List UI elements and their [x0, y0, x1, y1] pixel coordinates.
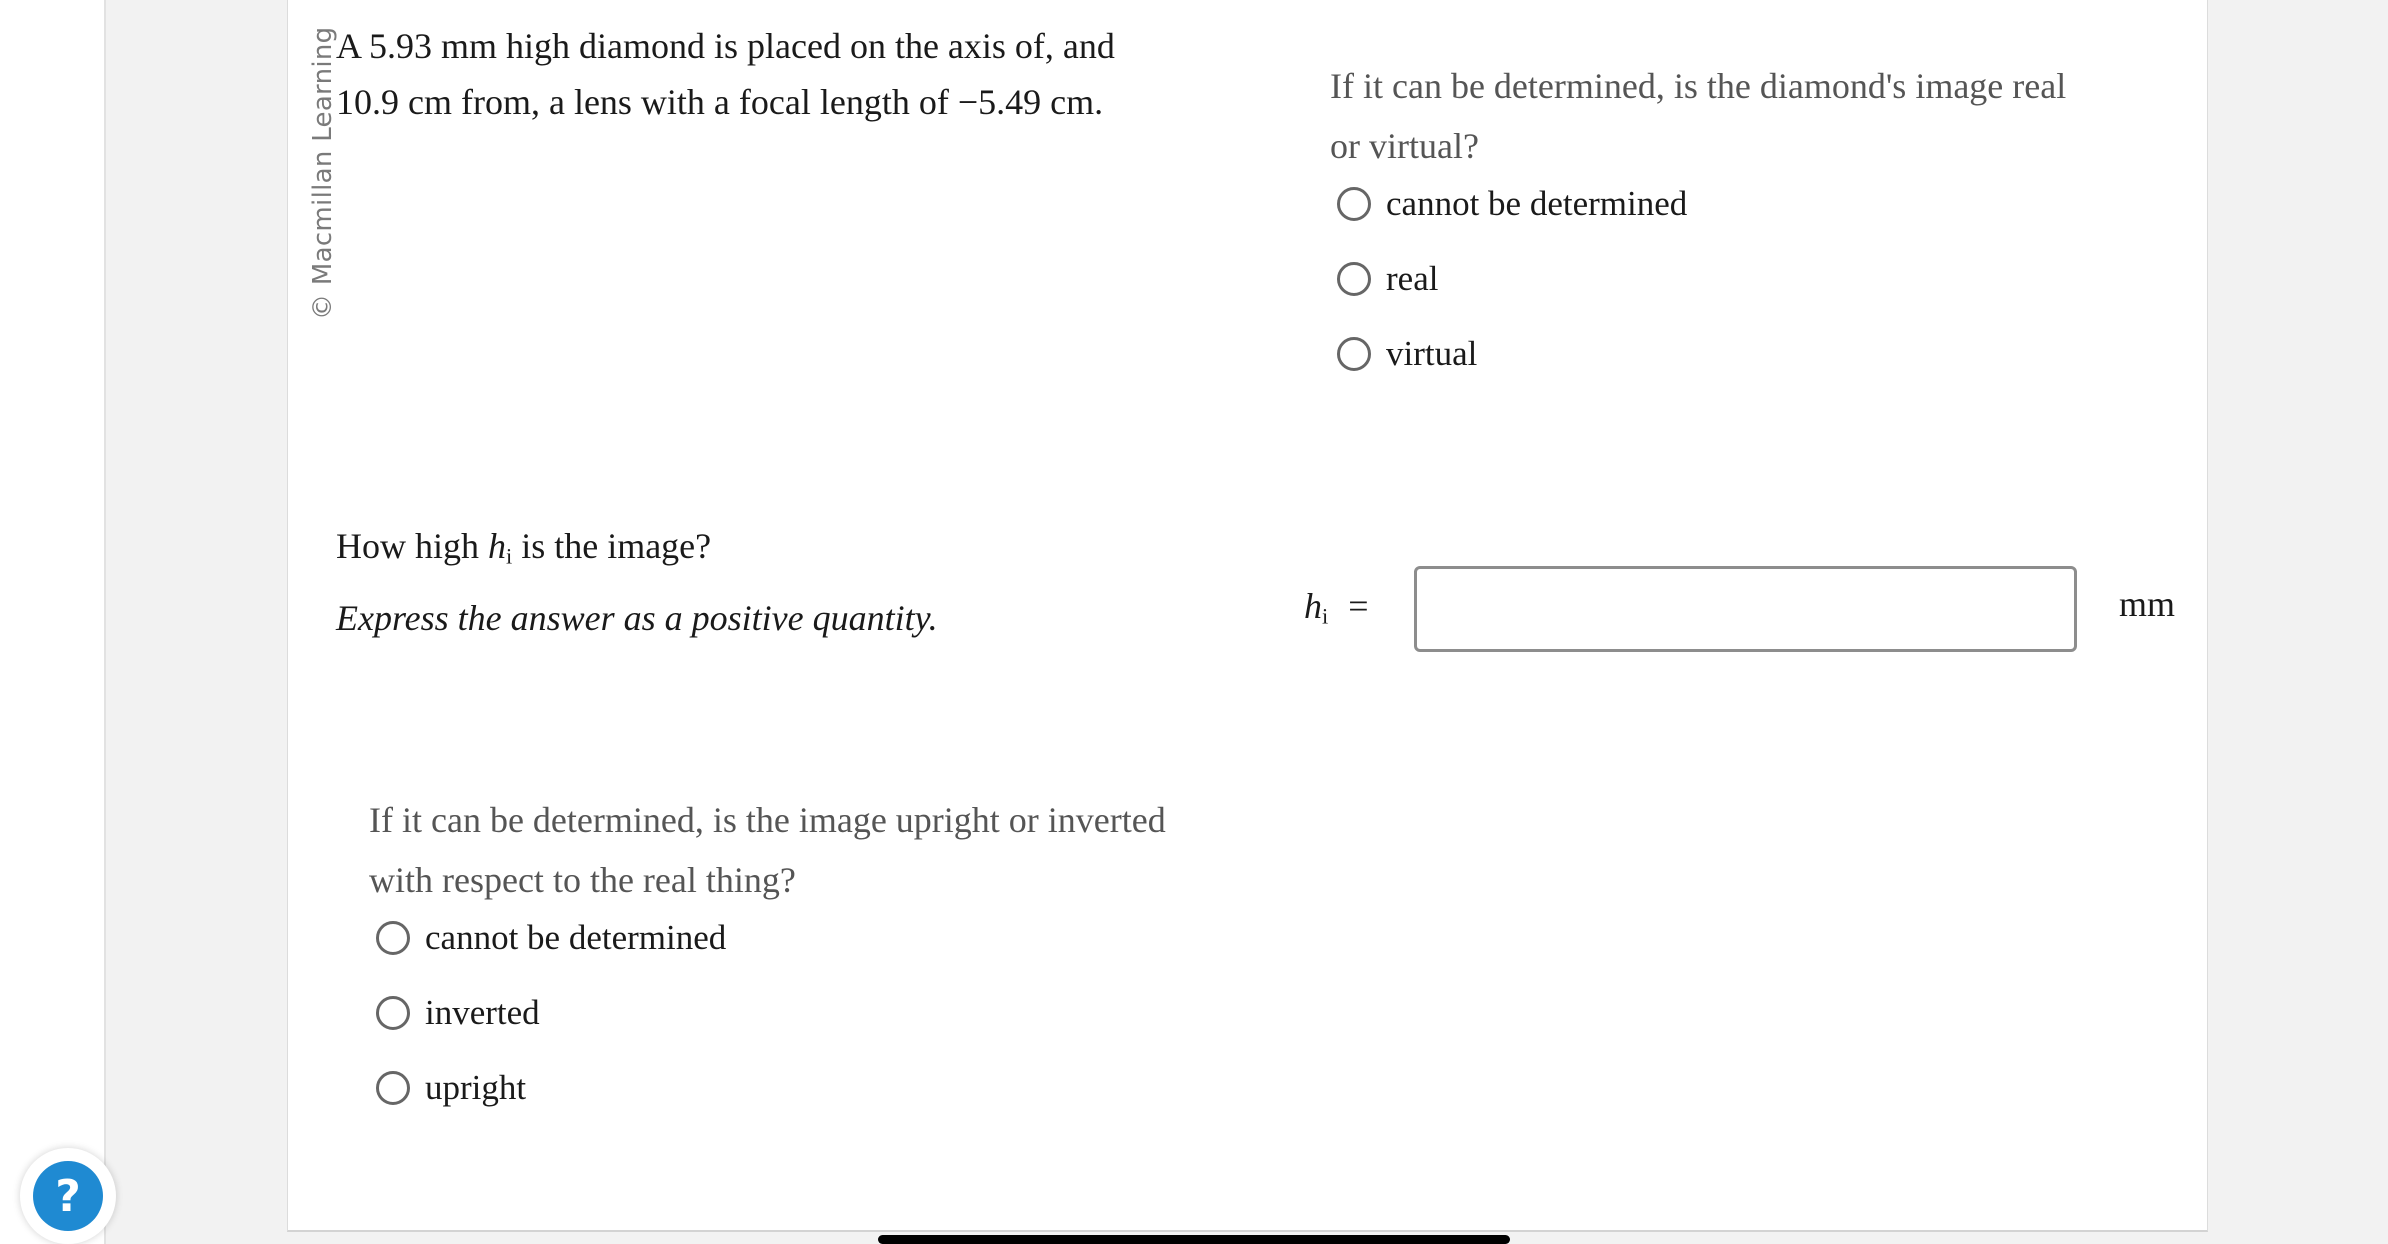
equals-sign: = — [1348, 586, 1369, 626]
radio-button[interactable] — [376, 921, 410, 955]
height-question-pre: How high — [336, 526, 488, 566]
radio-button[interactable] — [376, 1071, 410, 1105]
orientation-question-line-2: with respect to the real thing? — [369, 860, 796, 900]
height-question — [336, 518, 711, 585]
option-real[interactable] — [1337, 255, 1438, 303]
option-label: cannot be determined — [1386, 184, 1688, 223]
option-label: upright — [425, 1068, 527, 1107]
option-label: cannot be determined — [425, 918, 727, 957]
radio-button[interactable] — [1337, 262, 1371, 296]
real-virtual-question-line-2: or virtual? — [1330, 126, 1479, 166]
height-question-var: h — [488, 526, 506, 566]
option-inverted[interactable] — [376, 989, 540, 1037]
problem-line-2: 10.9 cm from, a lens with a focal length of −5.49 cm. — [336, 82, 1104, 122]
option-label: inverted — [425, 993, 540, 1032]
option-label: real — [1386, 259, 1439, 298]
radio-button[interactable] — [1337, 187, 1371, 221]
option-cannot-be-determined-rv[interactable] — [1337, 180, 1687, 228]
image-height-input[interactable] — [1414, 566, 2077, 652]
orientation-question-line-1: If it can be determined, is the image upright or inverted — [369, 800, 1166, 840]
answer-variable-label — [1304, 578, 1369, 645]
option-virtual[interactable] — [1337, 330, 1477, 378]
problem-line-1: A 5.93 mm high diamond is placed on the axis of, and — [336, 26, 1115, 66]
real-virtual-question-line-1: If it can be determined, is the diamond's image real — [1330, 66, 2067, 106]
height-instruction: Express the answer as a positive quantity. — [336, 598, 938, 638]
question-mark-icon: ? — [33, 1161, 103, 1231]
radio-button[interactable] — [376, 996, 410, 1030]
option-upright[interactable] — [376, 1064, 526, 1112]
height-question-sub: i — [506, 543, 513, 569]
home-indicator — [878, 1235, 1510, 1244]
option-cannot-be-determined-orientation[interactable] — [376, 914, 726, 962]
answer-var: h — [1304, 586, 1322, 626]
option-label: virtual — [1386, 334, 1478, 373]
radio-button[interactable] — [1337, 337, 1371, 371]
answer-sub: i — [1322, 603, 1329, 629]
left-gutter — [0, 0, 106, 1244]
unit-label: mm — [2119, 584, 2176, 624]
copyright-label: © Macmillan Learning — [308, 26, 338, 320]
help-button[interactable] — [20, 1148, 116, 1244]
height-question-post: is the image? — [512, 526, 712, 566]
